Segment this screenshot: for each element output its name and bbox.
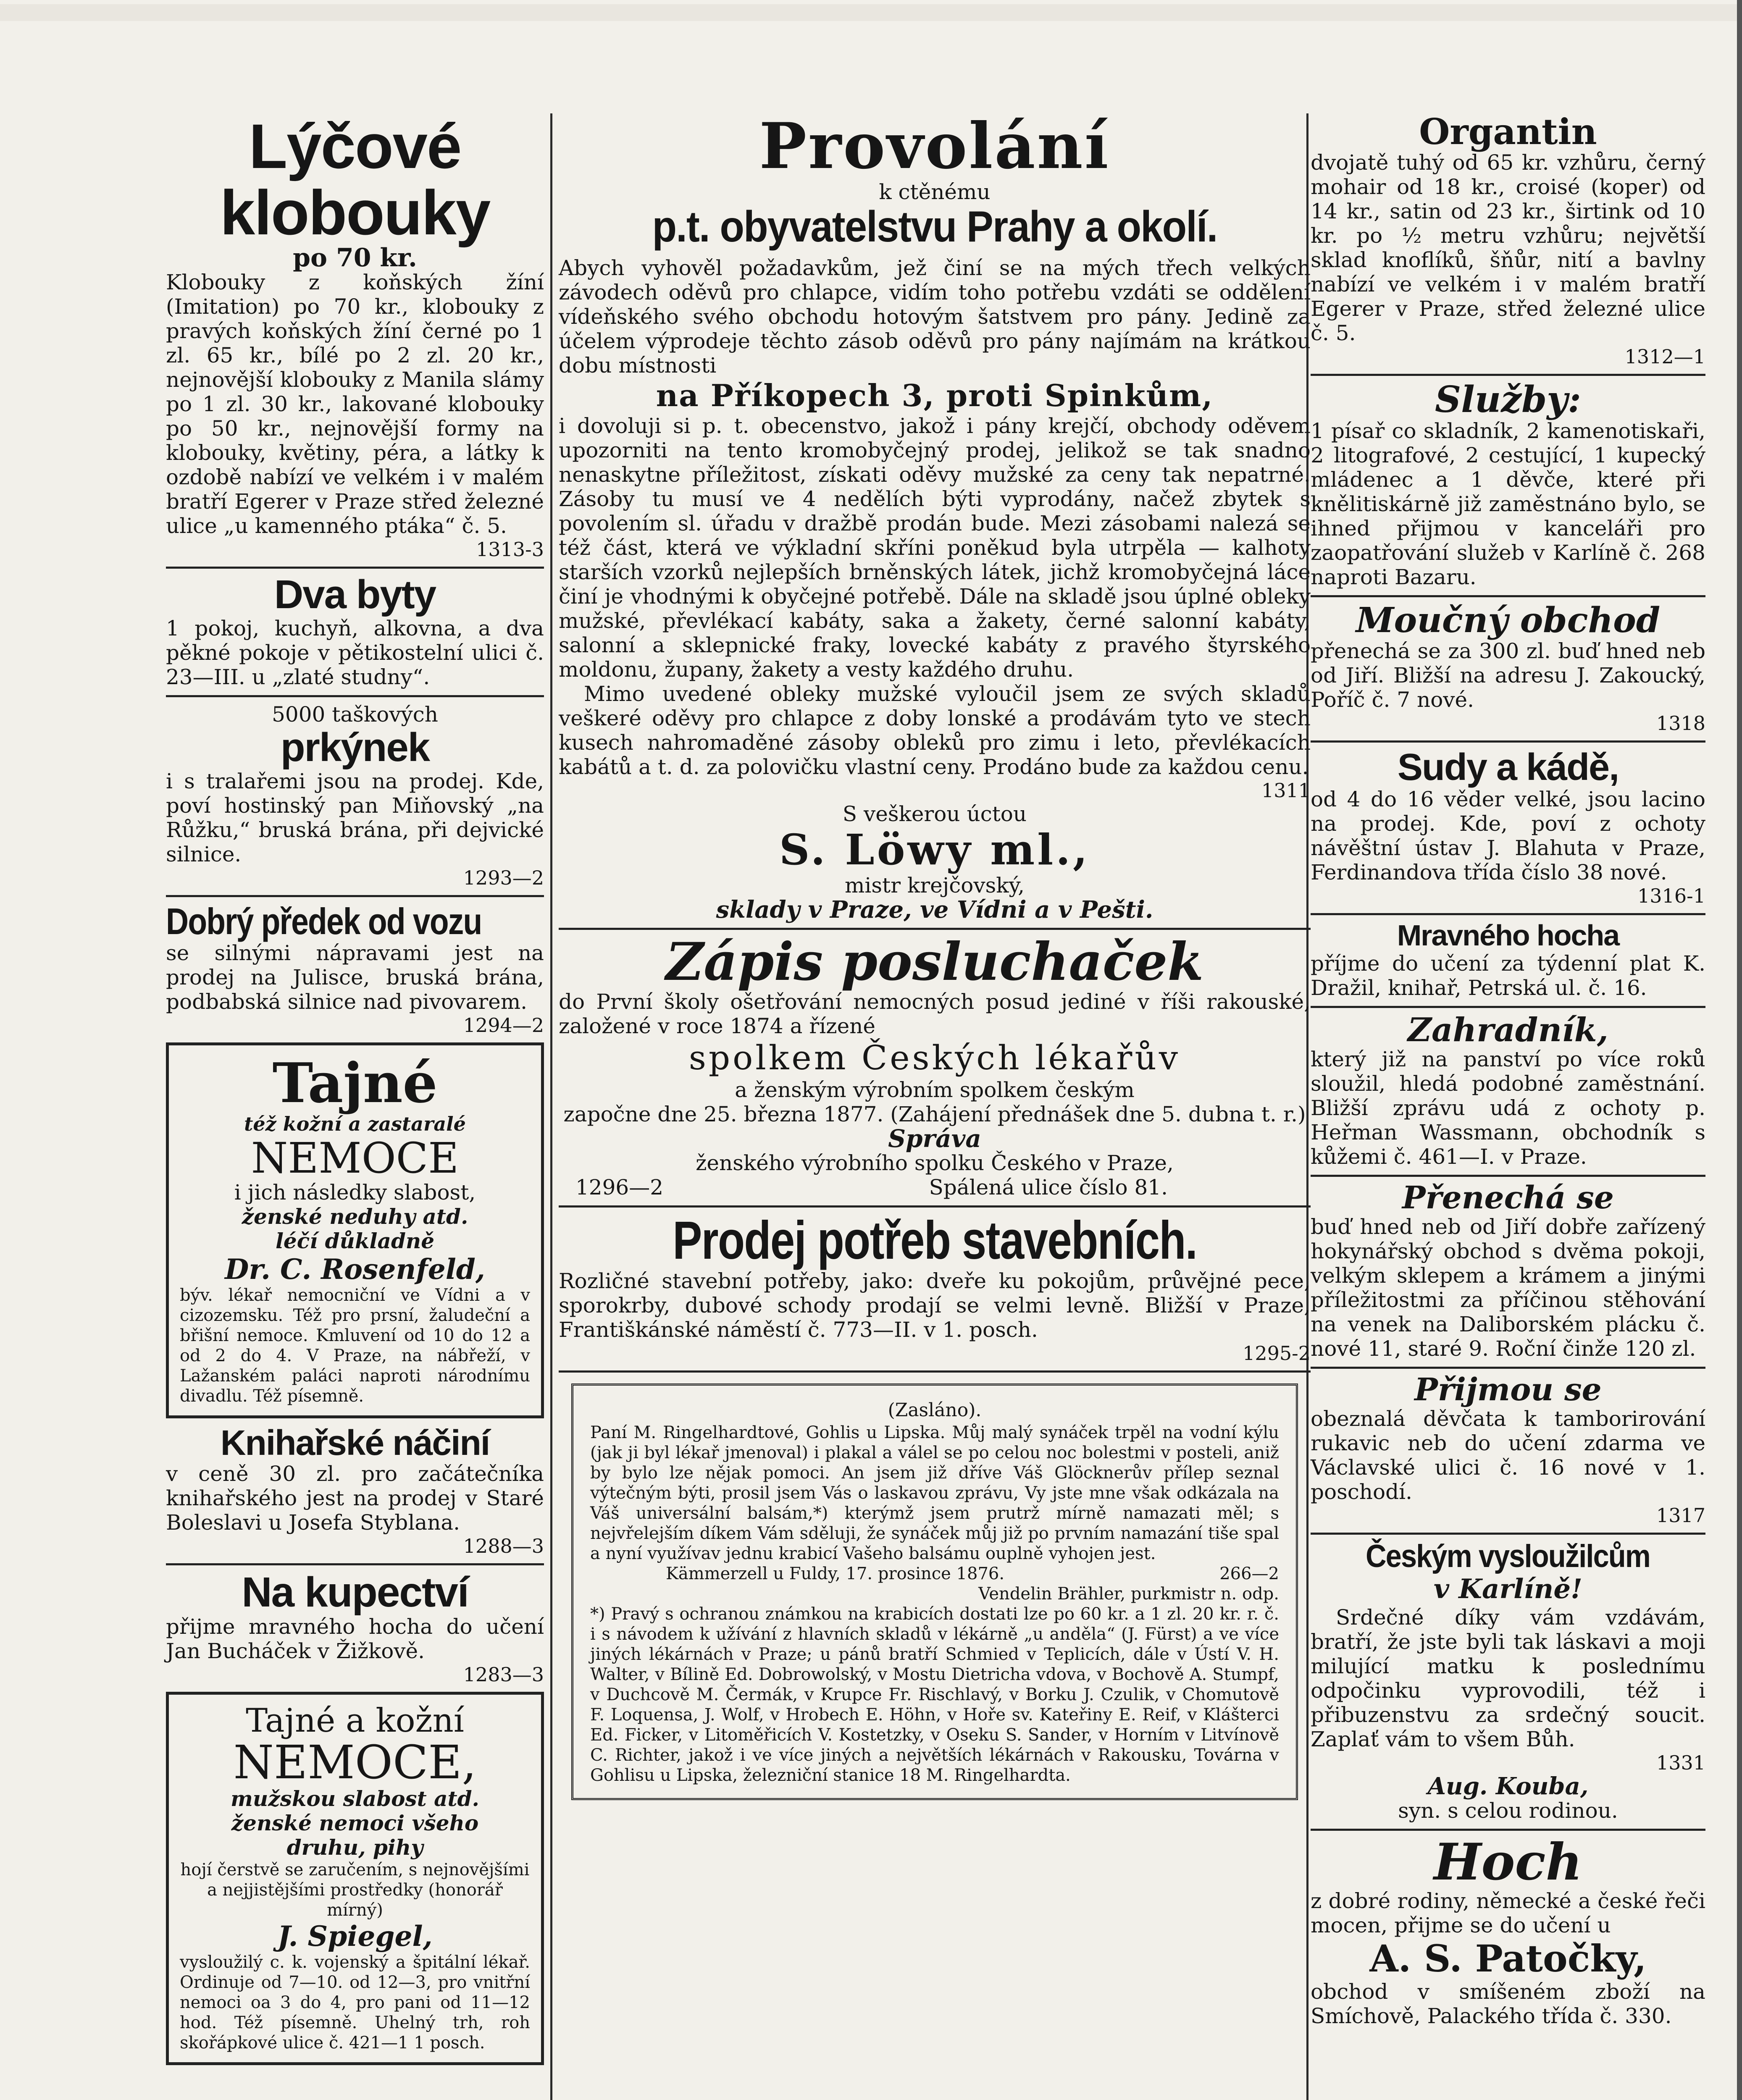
ad-body: přenechá se za 300 zl. buď hned neb od Jiří. Bližší na adresu J. Zakoucký, Poříč č. 7 nové. [1311, 638, 1705, 712]
column-left [166, 113, 544, 2071]
ad-body: Srdečné díky vám vzdávám, bratří, že jste byli tak láskavi a moji milující matku k poslednímu odpočinku vyprovodili, též i přibuzenstvu za srdečný soucit. Zaplať vám to všem Bůh. [1311, 1605, 1705, 1751]
ad-line: spolkem Českých lékařův [688, 1038, 1181, 1077]
ad-lycove-klobouky [166, 113, 544, 561]
ad-body: obeznalá děvčata k tamborirování rukavic neb do učení zdarma ve Václavské ulici č. 16 nové v 1. poschodí. [1311, 1406, 1705, 1504]
ad-body: v ceně 30 zl. pro začátečníka knihařského jest na prodej v Staré Boleslavi u Josefa Styblana. [166, 1461, 544, 1535]
ad-body: dvojatě tuhý od 65 kr. vzhůru, černý mohair od 18 kr., croisé (koper) od 14 kr., satin od 23 kr., širtink od 10 kr. po ½ metru vzhůru; největší sklad knoflíků, šňůr, nití a bavlny nabízí ve velkém i v malém bratří Egerer v Praze, střed železné ulice č. 5. [1311, 150, 1705, 346]
ad-title: Moučný obchod [1356, 600, 1661, 641]
ad-body: příjme do učení za týdenní plat K. Dražil, knihař, Petrská ul. č. 16. [1311, 951, 1705, 1000]
ad-line: ženské nemoci všeho [231, 1811, 479, 1836]
ad-title: Zápis posluchaček [665, 931, 1204, 992]
separator [1311, 1175, 1705, 1177]
ad-doctor-name: J. Spiegel, [277, 1920, 433, 1953]
ad-prijmou-se [1311, 1374, 1705, 1527]
ad-dobry-predek [166, 902, 544, 1037]
ad-title: Na kupectví [242, 1568, 468, 1616]
ad-title: Dva byty [274, 572, 436, 617]
ad-subtitle: též kožní a zastaralé [244, 1113, 466, 1136]
ad-zaslano [571, 1383, 1298, 1800]
separator [559, 1370, 1311, 1373]
separator [1311, 374, 1705, 376]
ad-title: Českým vysloužilcům [1366, 1538, 1650, 1574]
ad-title: Knihařské náčiní [220, 1423, 490, 1463]
ad-body: od 4 do 16 věder velké, jsou lacino na prodej. Kde, poví z ochoty návěštní ústav J. Blahuta v Praze, Ferdinandova třída číslo 38 nové. [1311, 787, 1705, 885]
ad-line: a ženským výrobním spolkem českým [735, 1077, 1135, 1102]
ad-line: i jich následky slabost, [234, 1180, 476, 1205]
ad-line: započne dne 25. března 1877. (Zahájení přednášek dne 5. dubna t. r.) [563, 1102, 1306, 1126]
ad-heading: (Zasláno). [888, 1399, 982, 1421]
ad-ref: 1296—2 [575, 1175, 664, 1200]
ad-heading: NEMOCE, [233, 1735, 477, 1789]
ad-body: 1 pokoj, kuchyň, alkovna, a dva pěkné pokoje v pětikostelní ulici č. 23—III. u „zlaté studny“. [166, 616, 544, 689]
ad-title: Tajné [272, 1050, 438, 1115]
ad-ref: 1312—1 [1624, 345, 1705, 368]
ad-moucny-obchod [1311, 602, 1705, 734]
ad-ref: 1283—3 [463, 1663, 544, 1686]
ad-prenecha-se [1311, 1182, 1705, 1361]
ad-ref: 1294—2 [463, 1013, 544, 1037]
ad-ref: 1331 [1656, 1751, 1705, 1774]
ad-provolani [559, 109, 1311, 924]
ad-paragraph: Mimo uvedené obleky mužské vyloučil jsem ze svých skladů veškeré oděvy pro chlapce z doby lonské a prodávám tyto ve stech kusech nahromaděné zásoby obleků pro zimu i leto, převlékacích kabátů a t. d. za polovičku vlastní ceny. Prodáno bude za každou cenu. [559, 681, 1311, 779]
ad-body: býv. lékař nemocniční ve Vídni a v cizozemsku. Též pro prsní, žaludeční a břišní nemoce. Kmluvení od 10 do 12 a od 2 do 4. V Praze, na nábřeží, v Lažanském paláci naproti národnímu divadlu. Též písemně. [180, 1286, 530, 1406]
ad-title: Prodej potřeb stavebních. [673, 1210, 1197, 1270]
ad-hoch [1311, 1832, 1705, 2028]
ad-footnote: *) Pravý s ochranou známkou na krabicích dostati lze po 60 kr. a 1 zl. 20 kr. r. č. i s návodem k užívání z hlavních skladů v lékárně „u anděla“ (J. Fürst) a ve více jiných lékárnách v Praze; u pánů bratří Schmied v Teplicích, dále v Ústí V. H. Walter, v Bílině Ed. Dobrowolský, v Mostu Dietricha vdova, v Bochově A. Stumpf, v Duchcově M. Čermák, v Krupce Fr. Rischlavý, v Borku J. Czulik, v Chomutově F. Loquensa, J. Wolf, v Hrobech E. Höhn, v Hoře sv. Kateřiny E. Reif, v Klášterci Ed. Ficker, v Litoměřicích V. Kostetzky, v Oseku S. Sander, v Horním v Litvínově C. Richter, jakož i ve více jiných a největších lékárnách v Rakousku, Továrna v Gohlisu u Lipska, železniční stanice 18 M. Ringelhardta. [590, 1604, 1279, 1785]
ad-role: mistr krejčovský, [844, 873, 1025, 898]
ad-body: Rozličné stavební potřeby, jako: dveře ku pokojům, průvějné pece, sporokrby, dubové schody prodají se velmi levně. Bližší v Praze, Františkánské náměstí č. 773—II. v 1. posch. [559, 1269, 1311, 1342]
ad-title: Mravného hocha [1397, 919, 1619, 952]
ad-body-2: obchod v smíšeném zboží na Smíchově, Palackého třída č. 330. [1311, 1979, 1705, 2028]
ad-title: Hoch [1434, 1832, 1582, 1892]
ad-body: který již na panství po více roků sloužil, hledá podobné zaměstnání. Bližší zprávu udá z ochoty p. Heřman Wassmann, obchodník s kůžemi č. 461—I. v Praze. [1311, 1047, 1705, 1169]
ad-signature-address: Spálená ulice číslo 81. [929, 1175, 1168, 1200]
separator [166, 895, 544, 897]
ad-title: Dobrý předek od vozu [166, 900, 482, 942]
ad-prodej-potreb [559, 1210, 1311, 1365]
ad-doctor-name: Dr. C. Rosenfeld, [225, 1253, 485, 1286]
column-middle [559, 109, 1311, 1800]
separator [166, 1563, 544, 1565]
ad-heading: NEMOCE [251, 1134, 459, 1183]
ad-ref: 1295-2 [1243, 1342, 1311, 1365]
ad-ref: 266—2 [1219, 1564, 1279, 1584]
ad-organtin [1311, 113, 1705, 368]
ad-title: Přijmou se [1414, 1372, 1602, 1408]
ad-signature-line: syn. s celou rodinou. [1398, 1798, 1618, 1823]
ad-ref: 1311 [1261, 779, 1311, 802]
ad-address: na Příkopech 3, proti Spinkům, [656, 377, 1214, 413]
ad-line: ženské neduhy atd. [242, 1204, 468, 1229]
ad-locations: sklady v Praze, ve Vídni a v Pešti. [716, 895, 1153, 924]
ad-paragraph: Abych vyhověl požadavkům, jež činí se na mých třech velkých závodech oděvů pro chlapce, vidím toho potřebu vzdáti se oddělení vídeňského svého obchodu hotovým šatstvem pro pány. Jedině za účelem výprodeje těchto zásob oděvů pro pány najímám na krátkou dobu místnosti [559, 255, 1311, 378]
ad-knihařské-naciní [166, 1424, 544, 1557]
separator [1311, 740, 1705, 743]
ad-ref: 1318 [1656, 711, 1705, 735]
separator [1311, 913, 1705, 915]
ad-subtitle: k ctěnému [879, 179, 991, 204]
ad-tajne-a-kozni-nemoce [166, 1692, 544, 2065]
ad-line: léčí důkladně [275, 1228, 435, 1254]
column-rule-1 [550, 113, 552, 2100]
ad-ceskym-vysluzilcum [1311, 1540, 1705, 1823]
ad-title: Služby: [1435, 378, 1581, 421]
ad-body: buď hned neb od Jiří dobře zařízený hokynářský obchod s dvěma pokoji, velkým sklepem a krámem a jinými příležitostmi za příčinou stěhování na venek na Daliborském plácku č. nové 11, staré 9. Roční činže 120 zl. [1311, 1215, 1705, 1361]
ad-signature: S. Löwy ml., [779, 824, 1090, 874]
ad-sluzby [1311, 378, 1705, 590]
ad-paragraph: i dovoluji si p. t. obecenstvo, jakož i pány krejčí, obchody oděvem upozorniti na tento kromobyčejný prodej, jelikož se tak snadno nenaskytne příležitost, získati oděvy mužské za ceny tak nepatrné. Zásoby tu musí ve 4 nedělích býti vyprodány, načež zbytek s povolením sl. úřadu v dražbě prodán bude. Mezi zásobami nalezá se též část, která ve výkladní skříni poněkud byla utrpěla — kalhoty starších vzorků nejlepších brněnských látek, jichž kromobyčejná láce činí je vhodnými k obyčejné potřebě. Dále na skladě jsou úplné obleky mužské, převlékací kabáty, saka a žakety, černé salonní kabáty, salonní a sklepnické fraky, lovecké kabáty z pravého štyrského moldonu, župany, žakety a vesty každého druhu. [559, 413, 1311, 682]
ad-ref: 1316-1 [1637, 885, 1705, 908]
ad-pretitle: 5000 taškových [272, 702, 438, 727]
separator [166, 567, 544, 569]
ad-subtitle: po 70 kr. [293, 243, 417, 273]
ad-zahradnik [1311, 1013, 1705, 1169]
ad-zapis-posluchacek [559, 931, 1311, 1200]
ad-ref: 1288—3 [463, 1534, 544, 1557]
separator [1311, 595, 1705, 597]
ad-body: přijme mravného hocha do učení Jan Bucháček v Žižkově. [166, 1614, 544, 1663]
ad-signer: Vendelin Brähler, purkmistr n. odp. [978, 1584, 1279, 1604]
ad-sudy-a-kade [1311, 748, 1705, 908]
ad-title: Lýčové klobouky [220, 111, 490, 248]
ad-title: Tajné a kožní [246, 1701, 464, 1740]
page-top-shade [0, 4, 1742, 21]
ad-body: z dobré rodiny, německé a české řeči mocen, přijme se do učení u [1311, 1888, 1705, 1937]
separator [1311, 1367, 1705, 1369]
ad-signature: Správa [888, 1124, 981, 1153]
page-right-edge [1737, 0, 1742, 2100]
ad-line: druhu, pihy [286, 1835, 423, 1860]
ad-dva-byty [166, 574, 544, 689]
separator [1311, 1006, 1705, 1008]
ad-body: Klobouky z koňských žíní (Imitation) po 70 kr., klobouky z pravých koňských žíní černé po 1 zl. 65 kr., bílé po 2 zl. 20 kr., nejnovější klobouky z Manila slámy po 1 zl. 30 kr., lakované klobouky po 50 kr., nejnovější formy na klobouky, květiny, péra, a látky k ozdobě nabízí ve velkém i v malém bratří Egerer v Praze střed železné ulice „u kamenného ptáka“ č. 5. [166, 270, 544, 538]
separator [559, 928, 1311, 930]
ad-mravneho-hocha [1311, 920, 1705, 1000]
separator [1311, 1533, 1705, 1535]
separator [559, 1205, 1311, 1208]
ad-body: i s tralařemi jsou na prodej. Kde, poví hostinský pan Miňovský „na Růžku,“ bruská brána, při dejvické silnice. [166, 769, 544, 866]
ad-ref: 1293—2 [463, 866, 544, 889]
ad-na-kupectvi [166, 1570, 544, 1686]
ad-heading: p.t. obyvatelstvu Prahy a okolí. [652, 202, 1217, 251]
ad-ref-line [559, 1175, 1311, 1200]
separator [1311, 1829, 1705, 1831]
ad-title: Provolání [759, 109, 1110, 183]
ad-line: do První školy ošetřování nemocných posud jediné v říši rakouské, založené v roce 1874 a řízené [559, 989, 1311, 1038]
ad-title: Organtin [1419, 111, 1597, 152]
ad-body: 1 písař co skladník, 2 kamenotiskaři, 2 litografové, 2 cestující, 1 kupecký mládenec a 1 děvče, které při knělitiskárně již zaměstnáno bylo, se ihned přijmou v kanceláři pro zaopatřování služeb v Karlíně č. 268 naproti Bazaru. [1311, 419, 1705, 590]
ad-title: prkýnek [280, 724, 430, 770]
ad-ref: 1317 [1656, 1504, 1705, 1527]
ad-title: Přenechá se [1402, 1180, 1614, 1216]
ad-place-line [590, 1564, 1279, 1584]
column-right [1311, 113, 1705, 2034]
ad-body: Paní M. Ringelhardtové, Gohlis u Lipska. Můj malý synáček trpěl na vodní kýlu (jak ji byl lékař jmenoval) i plakal a válel se po celou noc bolestmi v posteli, aniž by bylo lze nějak pomoci. An jsem již dříve Váš Glöcknerův přílep seznal výtečným býti, prosil jsem Vás o laskavou zprávu, Vy jste mne však odkázala na Váš universální balsám,*) kterýmž jsem prutrž mírně namazati měl; s nejvřelejším díkem Vám sděluji, že synáček můj již po prvním namazání tiše spal a nyní využívav jednu krabicí Vašeho balsámu ouplně vyhojen jest. [590, 1423, 1279, 1564]
ad-greeting: S veškerou úctou [842, 801, 1027, 826]
ad-title: Zahradník, [1408, 1011, 1608, 1049]
ad-ref: 1313-3 [476, 538, 544, 561]
ad-place: Kämmerzell u Fuldy, 17. prosince 1876. [666, 1564, 1005, 1584]
ad-line: mužskou slabost atd. [231, 1786, 479, 1811]
ad-title: Sudy a kádě, [1397, 746, 1619, 788]
separator [166, 695, 544, 697]
ad-signature: Aug. Kouba, [1427, 1772, 1589, 1800]
ad-shop-name: A. S. Patočky, [1369, 1936, 1647, 1980]
ad-prkynek [166, 702, 544, 889]
ad-body: hojí čerstvě se zaručením, s nejnovějšími a nejjistějšími prostředky (honorář mírný) [180, 1860, 530, 1920]
ad-tajne-nemoce [166, 1042, 544, 1419]
ad-body: se silnými nápravami jest na prodej na Julisce, bruská brána, podbabská silnice nad pivovarem. [166, 940, 544, 1014]
ad-subtitle: v Karlíně! [1433, 1573, 1583, 1605]
ad-body-2: vysloužilý c. k. vojenský a špitální lékař. Ordinuje od 7—10. od 12—3, pro vnitřní nemoci oa 3 do 4, pro pani od 11—12 hod. Též písemně. Uhelný trh, roh skořápkové ulice č. 421—1 1 posch. [180, 1953, 530, 2053]
ad-signature-line: ženského výrobního spolku Českého v Praze, [696, 1150, 1174, 1175]
